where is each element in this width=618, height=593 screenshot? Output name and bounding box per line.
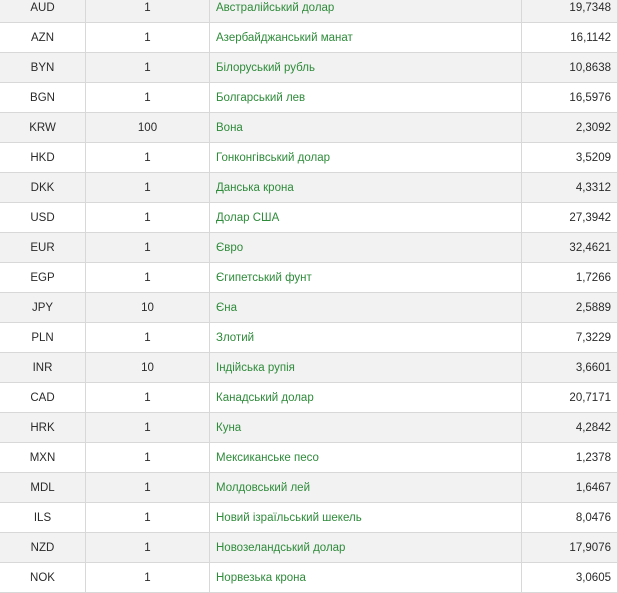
currency-name-cell [210, 83, 522, 113]
table-row [0, 323, 618, 353]
currency-rate: 1,2378 [522, 443, 618, 473]
currency-rate: 19,7348 [522, 0, 618, 23]
currency-name-link[interactable]: Молдовський лей [216, 481, 310, 494]
table-row [0, 0, 618, 23]
currency-name-link[interactable]: Азербайджанський манат [216, 31, 353, 44]
currency-rate: 20,7171 [522, 383, 618, 413]
currency-name-link[interactable]: Єгипетський фунт [216, 271, 312, 284]
currency-rate: 10,8638 [522, 53, 618, 83]
currency-units: 1 [86, 533, 210, 563]
currency-code: INR [0, 353, 86, 383]
currency-name-link[interactable]: Єна [216, 301, 238, 314]
currency-name-link[interactable]: Євро [216, 241, 244, 254]
currency-name-link[interactable]: Новозеландський долар [216, 541, 346, 554]
currency-code: EGP [0, 263, 86, 293]
currency-name-cell [210, 443, 522, 473]
currency-code: BYN [0, 53, 86, 83]
currency-code: HRK [0, 413, 86, 443]
currency-name-link[interactable]: Мексиканське песо [216, 451, 319, 464]
currency-name-link[interactable]: Куна [216, 421, 242, 434]
currency-code: JPY [0, 293, 86, 323]
currency-rate: 7,3229 [522, 323, 618, 353]
table-row [0, 293, 618, 323]
currency-name-link[interactable]: Долар США [216, 211, 280, 224]
table-row [0, 533, 618, 563]
table-row [0, 23, 618, 53]
currency-name-link[interactable]: Данська крона [216, 181, 294, 194]
currency-units: 1 [86, 53, 210, 83]
currency-units: 1 [86, 173, 210, 203]
currency-rate: 3,5209 [522, 143, 618, 173]
table-row [0, 113, 618, 143]
currency-code: MDL [0, 473, 86, 503]
currency-rate: 17,9076 [522, 533, 618, 563]
currency-units: 1 [86, 473, 210, 503]
currency-name-cell [210, 413, 522, 443]
currency-name-cell [210, 353, 522, 383]
currency-name-cell [210, 503, 522, 533]
currency-code: ILS [0, 503, 86, 533]
table-row [0, 263, 618, 293]
currency-name-cell [210, 113, 522, 143]
currency-rate: 16,5976 [522, 83, 618, 113]
currency-code: NOK [0, 563, 86, 593]
table-row [0, 383, 618, 413]
currency-rate: 4,2842 [522, 413, 618, 443]
currency-name-cell [210, 143, 522, 173]
currency-code: CAD [0, 383, 86, 413]
currency-rate: 27,3942 [522, 203, 618, 233]
currency-units: 1 [86, 203, 210, 233]
table-row [0, 563, 618, 593]
table-row [0, 203, 618, 233]
currency-units: 10 [86, 353, 210, 383]
currency-code: USD [0, 203, 86, 233]
currency-name-cell [210, 563, 522, 593]
table-row [0, 83, 618, 113]
currency-name-cell [210, 533, 522, 563]
currency-name-link[interactable]: Білоруський рубль [216, 61, 315, 74]
currency-name-link[interactable]: Новий ізраїльський шекель [216, 511, 362, 524]
currency-code: HKD [0, 143, 86, 173]
currency-rate: 3,0605 [522, 563, 618, 593]
currency-units: 1 [86, 383, 210, 413]
table-row [0, 413, 618, 443]
currency-name-link[interactable]: Канадський долар [216, 391, 314, 404]
currency-rate: 32,4621 [522, 233, 618, 263]
currency-units: 1 [86, 143, 210, 173]
currency-name-cell [210, 23, 522, 53]
currency-units: 1 [86, 563, 210, 593]
currency-name-cell [210, 203, 522, 233]
currency-units: 10 [86, 293, 210, 323]
currency-name-cell [210, 0, 522, 23]
currency-units: 1 [86, 413, 210, 443]
currency-name-link[interactable]: Злотий [216, 331, 255, 344]
table-row [0, 503, 618, 533]
table-row [0, 473, 618, 503]
currency-units: 1 [86, 0, 210, 23]
table-row [0, 443, 618, 473]
currency-name-link[interactable]: Болгарський лев [216, 91, 306, 104]
currency-code: AZN [0, 23, 86, 53]
currency-rate: 3,6601 [522, 353, 618, 383]
currency-rate: 16,1142 [522, 23, 618, 53]
currency-code: NZD [0, 533, 86, 563]
currency-code: PLN [0, 323, 86, 353]
currency-rate: 8,0476 [522, 503, 618, 533]
currency-code: AUD [0, 0, 86, 23]
currency-name-link[interactable]: Гонконгівський долар [216, 151, 331, 164]
currency-name-link[interactable]: Індійська рупія [216, 361, 295, 374]
table-row [0, 353, 618, 383]
table-row [0, 53, 618, 83]
currency-units: 100 [86, 113, 210, 143]
currency-units: 1 [86, 263, 210, 293]
currency-units: 1 [86, 443, 210, 473]
currency-name-link[interactable]: Австралійський долар [216, 1, 335, 14]
currency-units: 1 [86, 233, 210, 263]
currency-name-cell [210, 473, 522, 503]
currency-name-cell [210, 323, 522, 353]
table-row [0, 173, 618, 203]
currency-name-cell [210, 233, 522, 263]
currency-name-cell [210, 263, 522, 293]
table-row [0, 233, 618, 263]
currency-name-cell [210, 53, 522, 83]
currency-code: DKK [0, 173, 86, 203]
table-row [0, 143, 618, 173]
currency-code: KRW [0, 113, 86, 143]
currency-name-cell [210, 293, 522, 323]
currency-name-link[interactable]: Норвезька крона [216, 571, 306, 584]
currency-name-cell [210, 383, 522, 413]
currency-units: 1 [86, 83, 210, 113]
currency-code: MXN [0, 443, 86, 473]
currency-name-link[interactable]: Вона [216, 121, 243, 134]
currency-code: EUR [0, 233, 86, 263]
currency-rate: 4,3312 [522, 173, 618, 203]
currency-code: BGN [0, 83, 86, 113]
currency-rate: 1,6467 [522, 473, 618, 503]
currency-rate: 2,5889 [522, 293, 618, 323]
currency-rate: 2,3092 [522, 113, 618, 143]
currency-units: 1 [86, 23, 210, 53]
currency-name-cell [210, 173, 522, 203]
currency-units: 1 [86, 323, 210, 353]
currency-rate: 1,7266 [522, 263, 618, 293]
currency-units: 1 [86, 503, 210, 533]
